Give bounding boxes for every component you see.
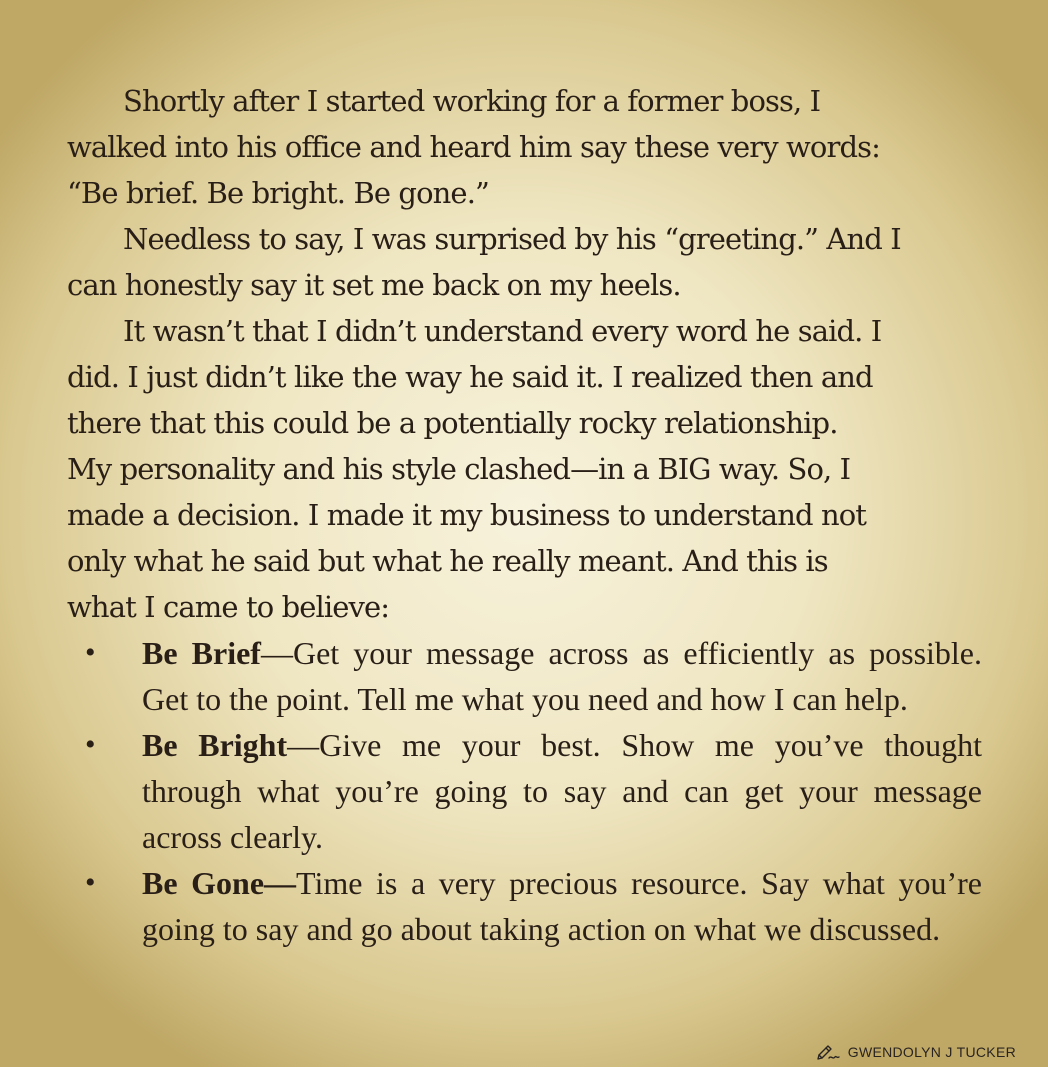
text-line: “Be brief. Be bright. Be gone.” [67,176,489,210]
pen-signature-icon [816,1043,840,1061]
bullet-dot: • [85,866,96,899]
bullet-dot: • [85,636,96,669]
document-page [67,78,987,952]
signature [816,1043,1016,1061]
paragraph-3 [67,308,987,630]
bullet-term: Be Brief [142,635,261,671]
text-line: Needless to say, I was surprised by his “greeting.” And I [123,222,901,256]
text-line: did. I just didn’t like the way he said it. I realized then and [67,360,873,394]
text-line: there that this could be a potentially rocky relationship. [67,406,838,440]
bullet-item-be-brief [67,630,982,722]
bullet-list [67,630,987,952]
signature-name: GWENDOLYN J TUCKER [847,1044,1016,1060]
bullet-term: Be Gone— [142,865,297,901]
text-line: My personality and his style clashed—in a BIG way. So, I [67,452,851,486]
bullet-text: —Give me your best. Show me you’ve thought through what you’re going to say and can get your message across clearly. [142,727,983,855]
bullet-dot: • [85,728,96,761]
text-line: can honestly say it set me back on my heels. [67,268,681,302]
text-line: walked into his office and heard him say these very words: [67,130,880,164]
bullet-term: Be Bright [142,727,288,763]
bullet-text: —Get your message across as efficiently as possible. Get to the point. Tell me what you need and how I can help. [142,635,983,717]
text-line: Shortly after I started working for a former boss, I [123,84,821,118]
paragraph-2 [67,216,987,308]
text-line: It wasn’t that I didn’t understand every word he said. I [123,314,882,348]
text-line: only what he said but what he really meant. And this is [67,544,828,578]
bullet-text: Time is a very precious resource. Say what you’re going to say and go about taking action on what we discussed. [142,865,983,947]
paragraph-1 [67,78,987,216]
text-line: made a decision. I made it my business to understand not [67,498,867,532]
bullet-item-be-bright [67,722,982,860]
bullet-item-be-gone [67,860,982,952]
text-line: what I came to believe: [67,590,390,624]
